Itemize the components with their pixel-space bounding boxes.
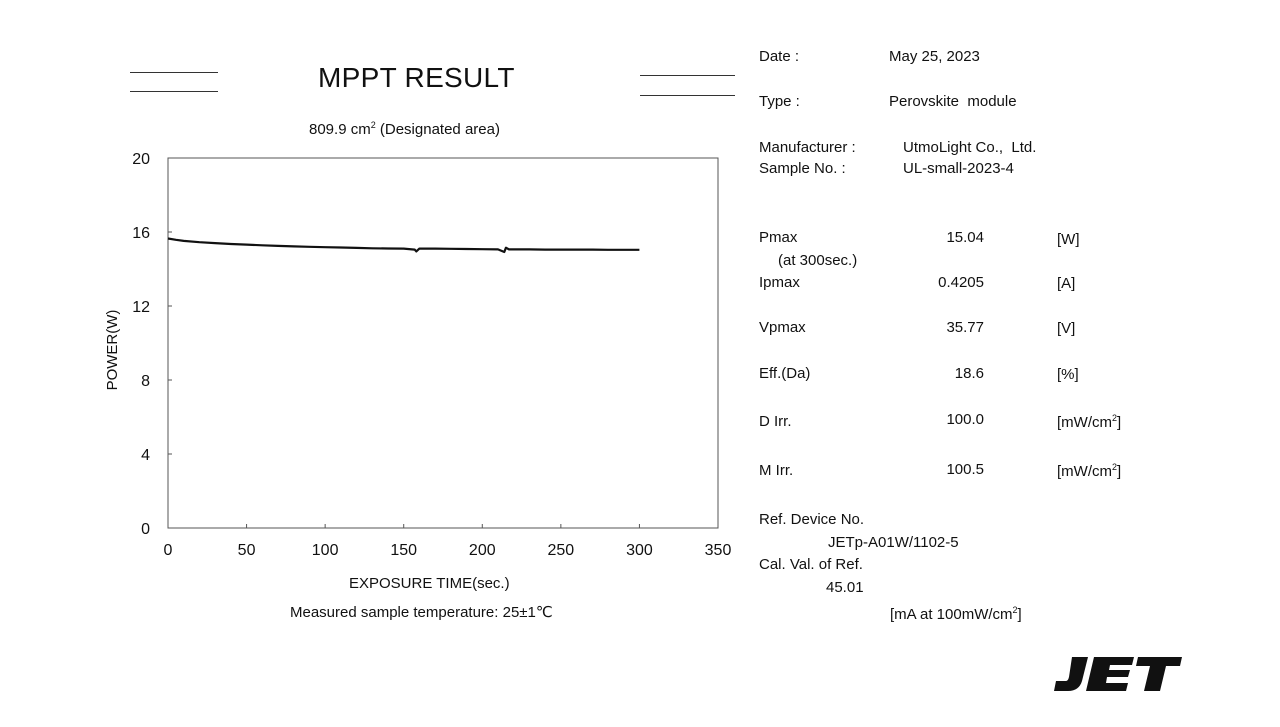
eff-unit: [%]: [1057, 366, 1079, 383]
vpmax-unit: [V]: [1057, 320, 1076, 337]
y-tick-label: 8: [141, 373, 150, 390]
sample-label: Sample No. :: [759, 160, 846, 177]
area-value: 809.9 cm: [309, 121, 371, 138]
plot-frame: [168, 158, 718, 528]
x-tick-label: 350: [704, 542, 732, 559]
cal-unit-text: [mA at 100mW/cm: [890, 606, 1013, 623]
mirr-unit-sup: 2: [1111, 462, 1117, 472]
ref-device-value: JETp-A01W/1102-5: [828, 534, 959, 551]
cal-unit-sup: 2: [1012, 605, 1018, 615]
ipmax-label: Ipmax: [759, 274, 800, 291]
cal-unit-close: ]: [1017, 606, 1022, 623]
x-tick-label: 150: [390, 542, 418, 559]
x-tick-label: 250: [547, 542, 575, 559]
pmax-unit: [W]: [1057, 231, 1080, 248]
date-value: May 25, 2023: [889, 48, 980, 65]
chart-title: MPPT RESULT: [318, 62, 515, 93]
series-layer: [168, 239, 639, 253]
vpmax-label: Vpmax: [759, 319, 806, 336]
y-tick-label: 20: [132, 151, 150, 168]
power-series-line: [168, 239, 639, 253]
y-tick-label: 16: [132, 225, 150, 242]
mirr-unit-text: [mW/cm: [1057, 463, 1112, 480]
dirr-unit: [1057, 413, 1121, 431]
x-tick-label: 0: [163, 542, 173, 559]
dirr-unit-text: [mW/cm: [1057, 414, 1112, 431]
x-tick-label: 50: [237, 542, 256, 559]
x-tick-label: 200: [468, 542, 496, 559]
vpmax-value: 35.77: [946, 319, 984, 336]
ipmax-unit: [A]: [1057, 275, 1076, 292]
area-label: (Designated area): [379, 121, 500, 138]
date-label: Date :: [759, 48, 800, 65]
jet-logo: [1048, 655, 1184, 695]
mirr-unit-close: ]: [1117, 463, 1122, 480]
x-tick-label: 300: [626, 542, 653, 559]
pmax-sub-label: (at 300sec.): [778, 252, 858, 269]
mirr-unit: [1057, 462, 1121, 480]
x-axis: [164, 524, 732, 559]
manufacturer-value: UtmoLight Co., Ltd.: [903, 139, 1037, 156]
dirr-unit-sup: 2: [1111, 413, 1117, 423]
type-label: Type :: [759, 93, 800, 110]
ipmax-value: 0.4205: [938, 274, 984, 291]
dirr-label: D Irr.: [759, 413, 792, 430]
x-tick-label: 100: [311, 542, 339, 559]
x-axis-label: EXPOSURE TIME(sec.): [349, 575, 510, 592]
y-tick-label: 4: [141, 447, 150, 464]
plot-area-border: [168, 158, 718, 528]
sample-temperature: Measured sample temperature: 25±1℃: [290, 604, 553, 621]
eff-value: 18.6: [954, 365, 984, 382]
pmax-label: Pmax: [759, 229, 798, 246]
dirr-unit-close: ]: [1117, 414, 1122, 431]
y-axis-label: POWER(W): [104, 309, 121, 391]
pmax-value: 15.04: [946, 229, 984, 246]
y-tick-label: 12: [132, 299, 150, 316]
eff-label: Eff.(Da): [759, 365, 811, 382]
mppt-chart: [0, 0, 760, 600]
sample-value: UL-small-2023-4: [903, 160, 1014, 177]
mirr-label: M Irr.: [759, 462, 794, 479]
y-tick-label: 0: [141, 521, 150, 538]
cal-value: 45.01: [826, 579, 864, 596]
type-value: Perovskite module: [889, 93, 1017, 110]
cal-unit: [890, 605, 1022, 623]
mirr-value: 100.5: [946, 461, 984, 478]
area-unit-sup: 2: [370, 120, 376, 130]
dirr-value: 100.0: [946, 411, 984, 428]
ref-device-label: Ref. Device No.: [759, 511, 865, 528]
y-axis: [132, 151, 172, 538]
manufacturer-label: Manufacturer :: [759, 139, 856, 156]
cal-value-label: Cal. Val. of Ref.: [759, 556, 863, 573]
